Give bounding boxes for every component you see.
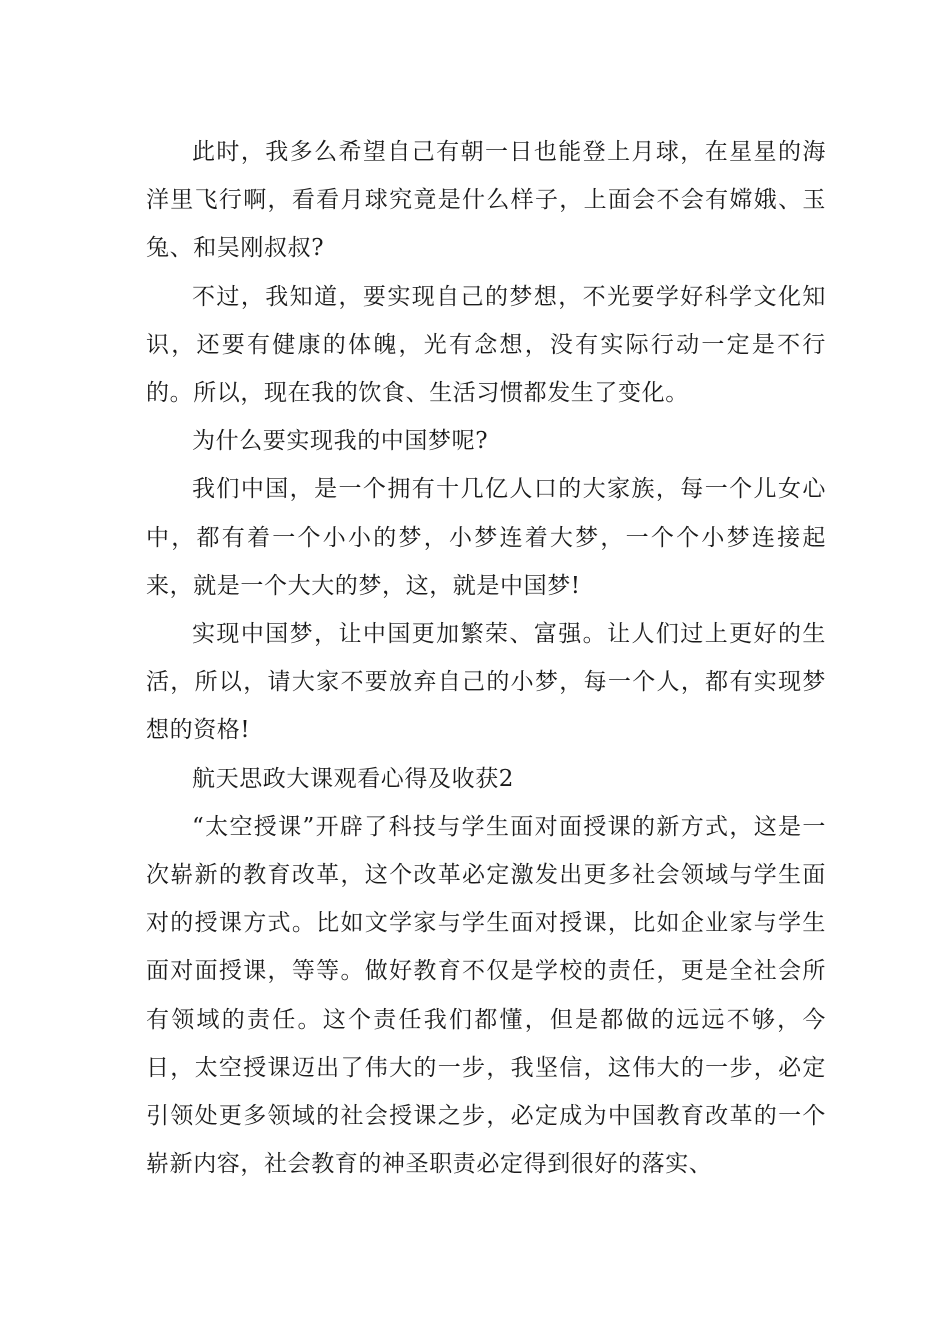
paragraph-question: 为什么要实现我的中国梦呢? (192, 428, 489, 455)
section-heading: 航天思政大课观看心得及收获2 (192, 765, 515, 792)
paragraph-realize-dream: 不过，我知道，要实现自己的梦想，不光要学好科学文化知识，还要有健康的体魄，光有念想，没有实际行动一定是不行的。所以，现在我的饮食、生活习惯都发生了变化。 (146, 283, 826, 407)
document-body (146, 128, 826, 1188)
paragraph-moon-wish: 此时，我多么希望自己有朝一日也能登上月球，在星星的海洋里飞行啊，看看月球究竟是什么样子，上面会不会有嫦娥、玉兔、和吴刚叔叔? (146, 139, 826, 262)
paragraph-china-dream: 实现中国梦，让中国更加繁荣、富强。让人们过上更好的生活，所以，请大家不要放弃自己的小梦，每一个人，都有实现梦想的资格! (146, 621, 826, 744)
paragraph-space-lecture: “太空授课”开辟了科技与学生面对面授课的新方式，这是一次崭新的教育改革，这个改革必定激发出更多社会领域与学生面对的授课方式。比如文学家与学生面对授课，比如企业家与学生面对面授课，等等。做好教育不仅是学校的责任，更是全社会所有领域的责任。这个责任我们都懂，但是都做的远远不够，今日，太空授课迈出了伟大的一步，我坚信，这伟大的一步，必定引领处更多领域的社会授课之步，必定成为中国教育改革的一个崭新内容，社会教育的神圣职责必定得到很好的落实、 (146, 813, 826, 1178)
paragraph-china-family: 我们中国，是一个拥有十几亿人口的大家族，每一个儿女心中，都有着一个小小的梦，小梦连着大梦，一个个小梦连接起来，就是一个大大的梦，这，就是中国梦! (146, 476, 826, 599)
